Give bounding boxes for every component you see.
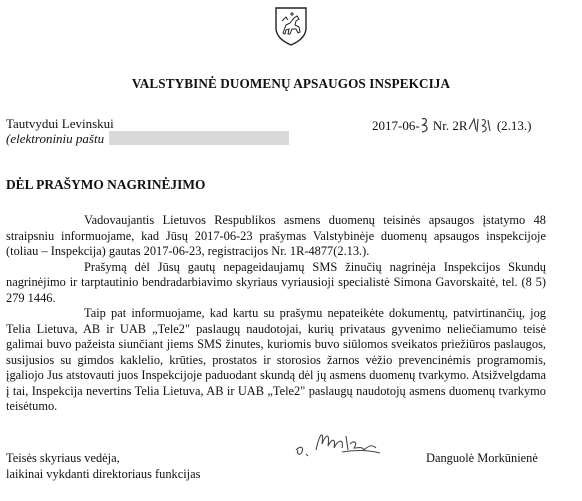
document-number-prefix: Nr. 2R	[432, 118, 468, 133]
agency-name: VALSTYBINĖ DUOMENŲ APSAUGOS INSPEKCIJA	[131, 76, 451, 91]
document-date: 2017-06-	[372, 118, 420, 133]
paragraph: Prašymą dėl Jūsų gautų nepageidaujamų SMS žinučių nagrinėja Inspekcijos Skundų nagrinėjimo ir tarptautinio bendradarbiavimo skyriaus vyriausioji specialistė Simona Gavorskaitė, tel. (8 5) 279 1446.	[6, 259, 546, 305]
signer-title	[6, 451, 200, 482]
coat-of-arms-icon	[274, 6, 308, 46]
subject-heading: DĖL PRAŠYMO NAGRINĖJIMO	[6, 177, 206, 192]
paragraph: Vadovaujantis Lietuvos Respublikos asmens duomenų teisinės apsaugos įstatymo 48 straipsniu informuojame, kad Jūsų 2017-06-23 prašymas Valstybinėje duomenų apsaugos inspekcijoje (toliau – Inspekcija) gautas 2017-06-23, registracijos Nr. 1R-4877(2.13.).	[6, 213, 546, 258]
signer-name: Danguolė Morkūnienė	[426, 451, 538, 465]
recipient-email-label: (elektroniniu paštu	[6, 131, 105, 146]
handwritten-signature-icon	[292, 420, 384, 464]
handwritten-day-icon	[420, 116, 430, 134]
document-number-suffix: (2.13.)	[496, 118, 532, 133]
recipient-email-line	[6, 131, 289, 147]
signer-title-line: laikinai vykdanti direktoriaus funkcijas	[6, 466, 201, 481]
letter-body	[6, 213, 546, 415]
redacted-email	[109, 131, 289, 145]
signer-title-line: Teisės skyriaus vedėja,	[6, 451, 120, 465]
document-date-number	[372, 116, 532, 134]
recipient-name: Tautvydui Levinskui	[6, 116, 114, 131]
handwritten-number-icon	[468, 116, 494, 134]
paragraph: Taip pat informuojame, kad kartu su prašymu nepateikėte dokumentų, patvirtinančių, jog Telia Lietuva, AB ir UAB „Tele2" paslaugų naudotojai, kurių privataus gyvenimo neliečiamumo teisė galimai buvo pažeista siunčiant jiems SMS žinutes, kuriomis buvo siūlomos sveikatos priežiūros paslaugos, susijusios su gimdos kaklelio, krūties, prostatos ir storosios žarnos vėžio prevencinėmis programomis, įgaliojo Jus atstovauti juos Inspekcijoje paduodant skundą dėl jų asmens duomenų tvarkymo. Atsižvelgdama į tai, Inspekcija nevertins Telia Lietuva, AB ir UAB „Tele2" paslaugų naudotojų asmens duomenų tvarkymo teisėtumo.	[6, 306, 546, 413]
